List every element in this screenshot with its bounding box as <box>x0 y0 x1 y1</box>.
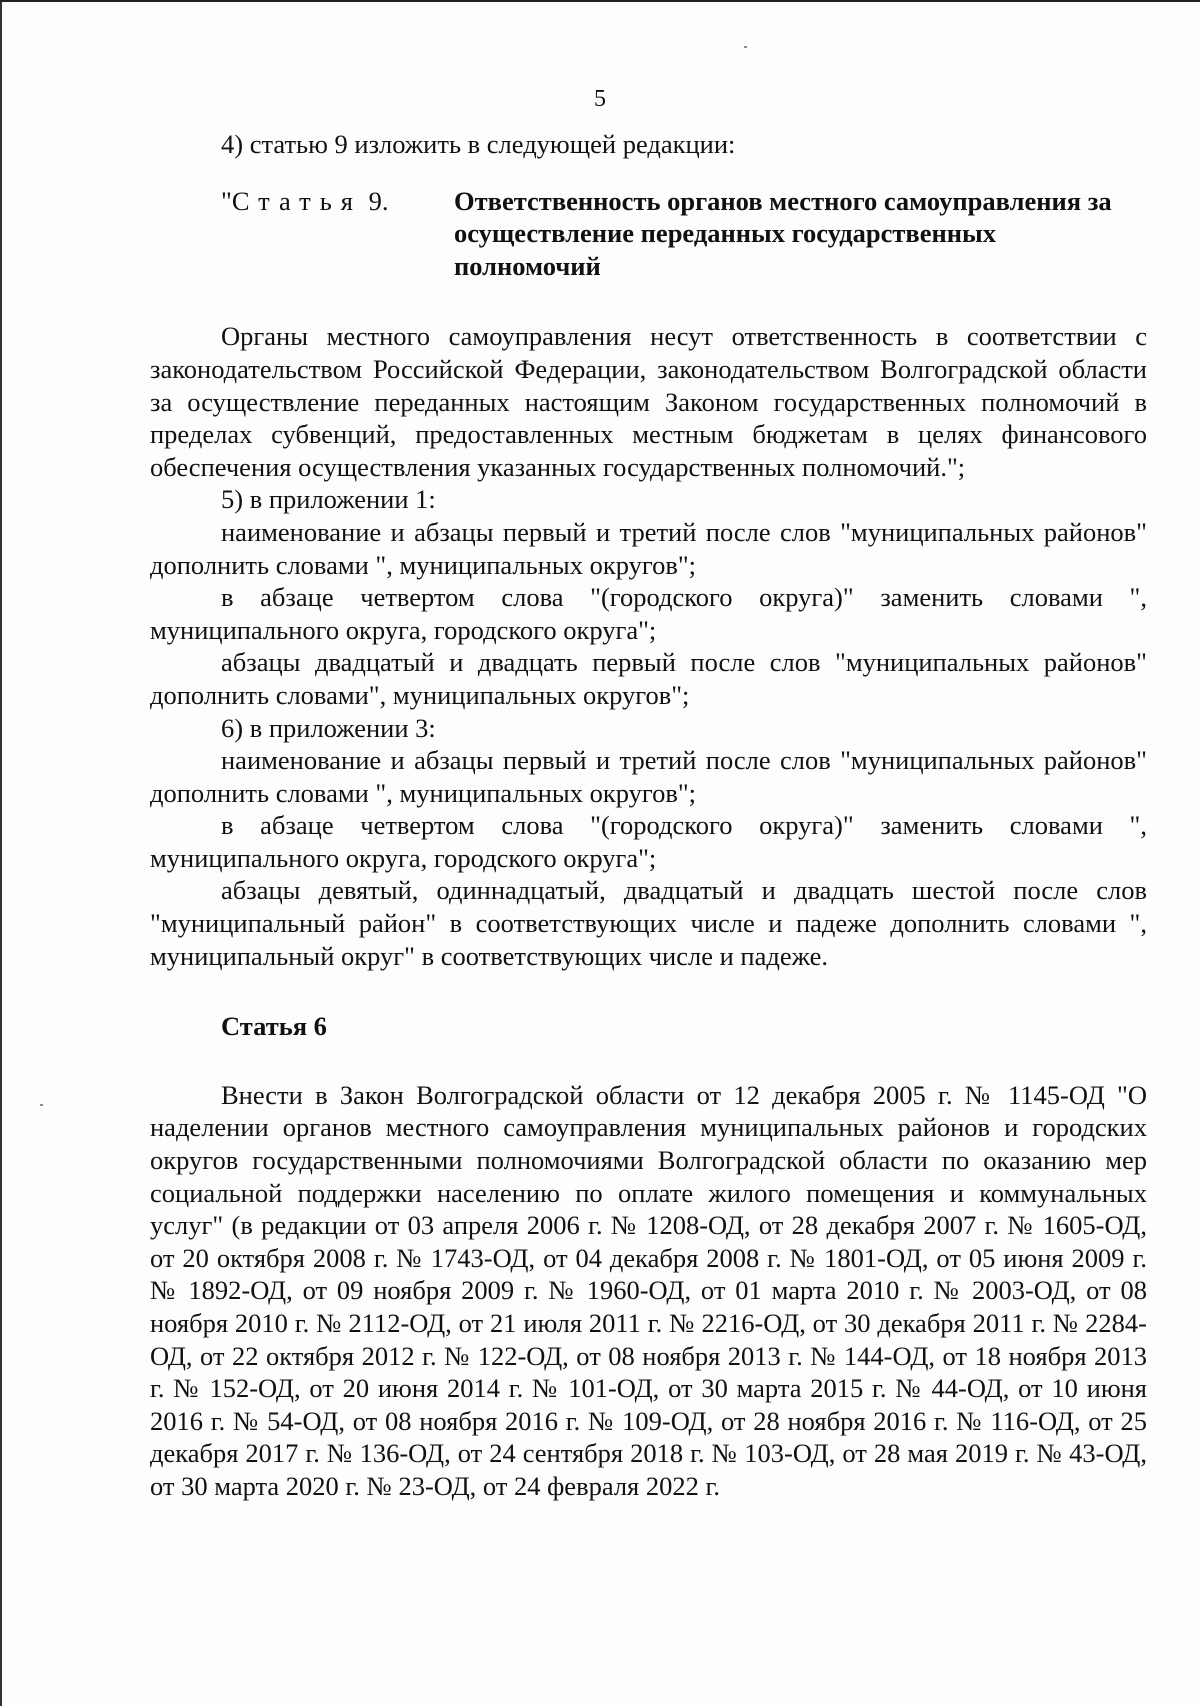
list-item: в абзаце четвертом слова "(городского округа)" заменить словами ", муниципального округа, городского округа"; <box>150 810 1147 873</box>
article-9-body: Органы местного самоуправления несут ответственность в соответствии с законодательством Российской Федерации, законодательством Волгоградской области за осуществление переданных настоящим Законом государственных полномочий в пределах субвенций, предоставленных местным бюджетам в целях финансового обеспечения осуществления указанных государственных полномочий."; <box>150 321 1147 482</box>
article-9-label: "Статья 9. <box>221 185 389 216</box>
list-item: в абзаце четвертом слова "(городского округа)" заменить словами ", муниципального округа, городского округа"; <box>150 582 1147 645</box>
list-item: наименование и абзацы первый и третий после слов "муниципальных районов" дополнить словами ", муниципальных округов"; <box>150 745 1147 808</box>
list-item: абзацы двадцатый и двадцать первый после слов "муниципальных районов" дополнить словами", муниципальных округов"; <box>150 647 1147 710</box>
article-word: Статья <box>231 185 362 216</box>
article-number: 9. <box>362 185 389 216</box>
list-item: абзацы девятый, одиннадцатый, двадцатый и двадцать шестой после слов "муниципальный район" в соответствующих числе и падеже дополнить словами ", муниципальный округ" в соответствующих числе и падеже. <box>150 875 1147 971</box>
page-number: 5 <box>594 86 606 112</box>
article-6-body: Внести в Закон Волгоградской области от 12 декабря 2005 г. № 1145-ОД "О наделении органов местного самоуправления муниципальных районов и городских округов государственными полномочиями Волгоградской области по оказанию мер социальной поддержки населению по оплате жилого помещения и коммунальных услуг" (в редакции от 03 апреля 2006 г. № 1208-ОД, от 28 декабря 2007 г. № 1605-ОД, от 20 октября 2008 г. № 1743-ОД, от 04 декабря 2008 г. № 1801-ОД, от 05 июня 2009 г. № 1892-ОД, от 09 ноября 2009 г. № 1960-ОД, от 01 марта 2010 г. № 2003-ОД, от 08 ноября 2010 г. № 2112-ОД, от 21 июля 2011 г. № 2216-ОД, от 30 декабря 2011 г. № 2284-ОД, от 22 октября 2012 г. № 122-ОД, от 08 ноября 2013 г. № 144-ОД, от 18 ноября 2013 г. № 152-ОД, от 20 июня 2014 г. № 101-ОД, от 30 марта 2015 г. № 44-ОД, от 10 июня 2016 г. № 54-ОД, от 08 ноября 2016 г. № 109-ОД, от 28 ноября 2016 г. № 116-ОД, от 25 декабря 2017 г. № 136-ОД, от 24 сентября 2018 г. № 103-ОД, от 28 мая 2019 г. № 43-ОД, от 30 марта 2020 г. № 23-ОД, от 24 февраля 2022 г. <box>150 1079 1147 1501</box>
scan-artifact <box>40 1104 43 1106</box>
document-body <box>150 128 1147 1503</box>
amendment-intro: 4) статью 9 изложить в следующей редакции: <box>221 129 736 159</box>
list-item: 5) в приложении 1: <box>221 484 436 515</box>
scan-artifact <box>744 46 747 48</box>
list-item: наименование и абзацы первый и третий после слов "муниципальных районов" дополнить словами ", муниципальных округов"; <box>150 516 1147 580</box>
list-item: 6) в приложении 3: <box>221 712 436 743</box>
article-9-heading <box>150 185 1147 283</box>
article-9-title: Ответственность органов местного самоуправления за осуществление переданных государственных полномочий <box>454 185 1112 281</box>
article-6-heading: Статья 6 <box>221 1011 327 1042</box>
